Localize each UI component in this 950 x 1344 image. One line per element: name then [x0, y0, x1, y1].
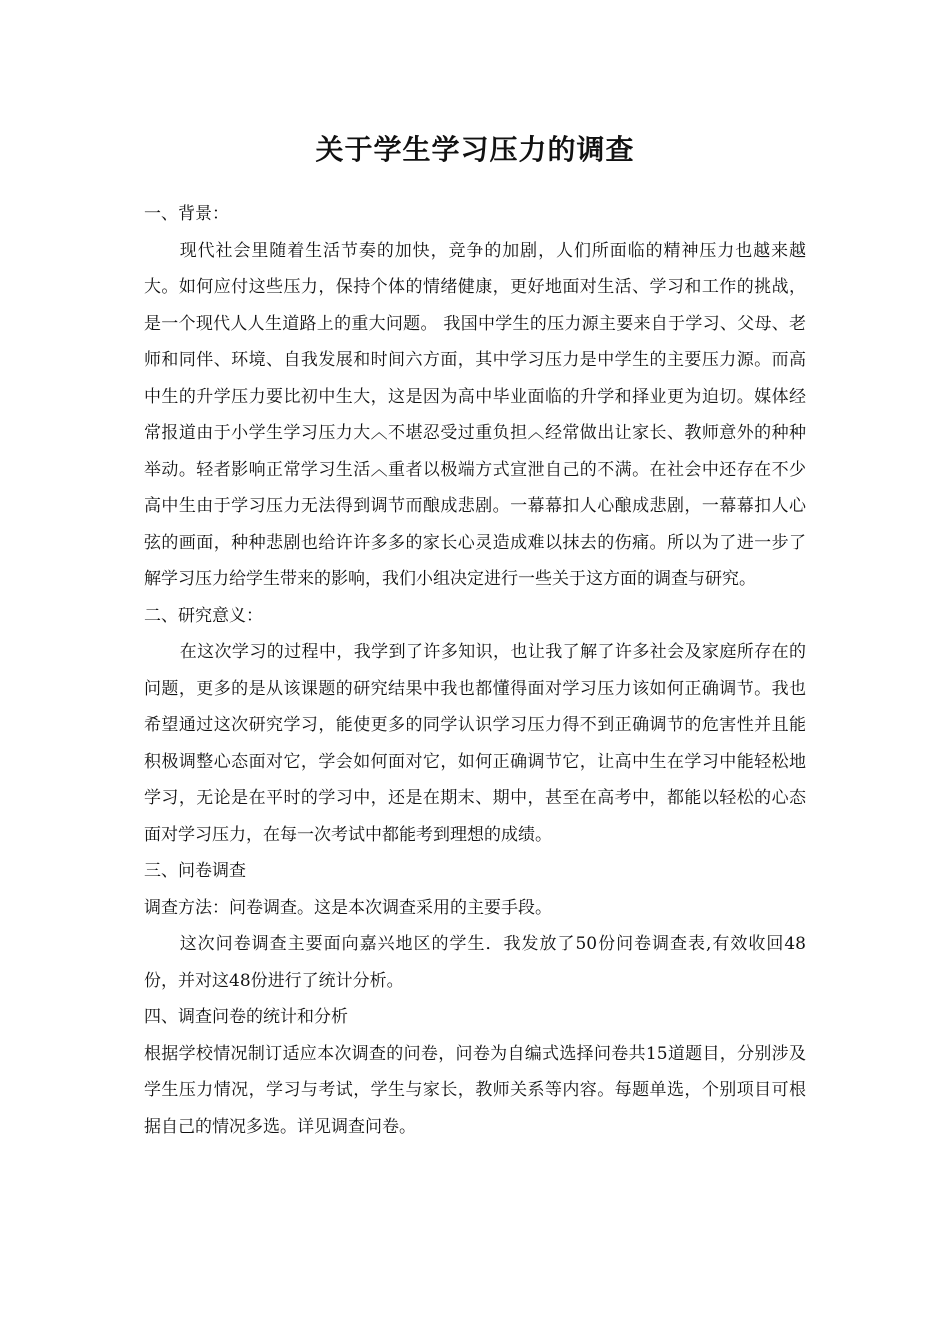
paragraph-survey-details: 这次问卷调查主要面向嘉兴地区的学生．我发放了50份问卷调查表,有效收回48份，并对这48份进行了统计分析。 — [144, 934, 806, 991]
paragraph-significance: 在这次学习的过程中，我学到了许多知识，也让我了解了许多社会及家庭所存在的问题，更多的是从该课题的研究结果中我也都懂得面对学习压力该如何正确调节。我也希望通过这次研究学习，能使更多的同学认识学习压力得不到正确调节的危害性并且能积极调整心态面对它，学会如何面对它，如何正确调节它，让高中生在学习中能轻松地学习，无论是在平时的学习中，还是在期末、期中，甚至在高考中，都能以轻松的心态面对学习压力，在每一次考试中都能考到理想的成绩。 — [144, 642, 806, 845]
paragraph-background: 现代社会里随着生活节奏的加快，竞争的加剧，人们所面临的精神压力也越来越大。如何应付这些压力，保持个体的情绪健康，更好地面对生活、学习和工作的挑战，是一个现代人人生道路上的重大问题。 我国中学生的压力源主要来自于学习、父母、老师和同伴、环境、自我发展和时间六方面，其中学习压力是中学生的主要压力源。而高中生的升学压力要比初中生大，这是因为高中毕业面临的升学和择业更为迫切。媒体经常报道由于小学生学习压力大︿不堪忍受过重负担︿经常做出让家长、教师意外的种种举动。轻者影响正常学习生活︿重者以极端方式宣泄自己的不满。在社会中还存在不少高中生由于学习压力无法得到调节而酿成悲剧。一幕幕扣人心酿成悲剧，一幕幕扣人心弦的画面，种种悲剧也给许许多多的家长心灵造成难以抹去的伤痛。所以为了进一步了解学习压力给学生带来的影响，我们小组决定进行一些关于这方面的调查与研究。 — [144, 240, 806, 589]
paragraph-analysis: 根据学校情况制订适应本次调查的问卷，问卷为自编式选择问卷共15道题目，分别涉及学生压力情况，学习与考试，学生与家长，教师关系等内容。每题单选，个别项目可根据自己的情况多选。详见调查问卷。 — [144, 1043, 806, 1137]
section-heading-background: 一、背景： — [144, 204, 229, 224]
section-heading-survey: 三、问卷调查 — [144, 861, 246, 881]
section-heading-significance: 二、研究意义： — [144, 605, 263, 626]
document-title: 关于学生学习压力的调查 — [315, 133, 635, 166]
section-heading-analysis: 四、调查问卷的统计和分析 — [144, 1007, 348, 1027]
paragraph-survey-method: 调查方法：问卷调查。这是本次调查采用的主要手段。 — [144, 897, 552, 918]
document-body — [144, 196, 806, 1145]
